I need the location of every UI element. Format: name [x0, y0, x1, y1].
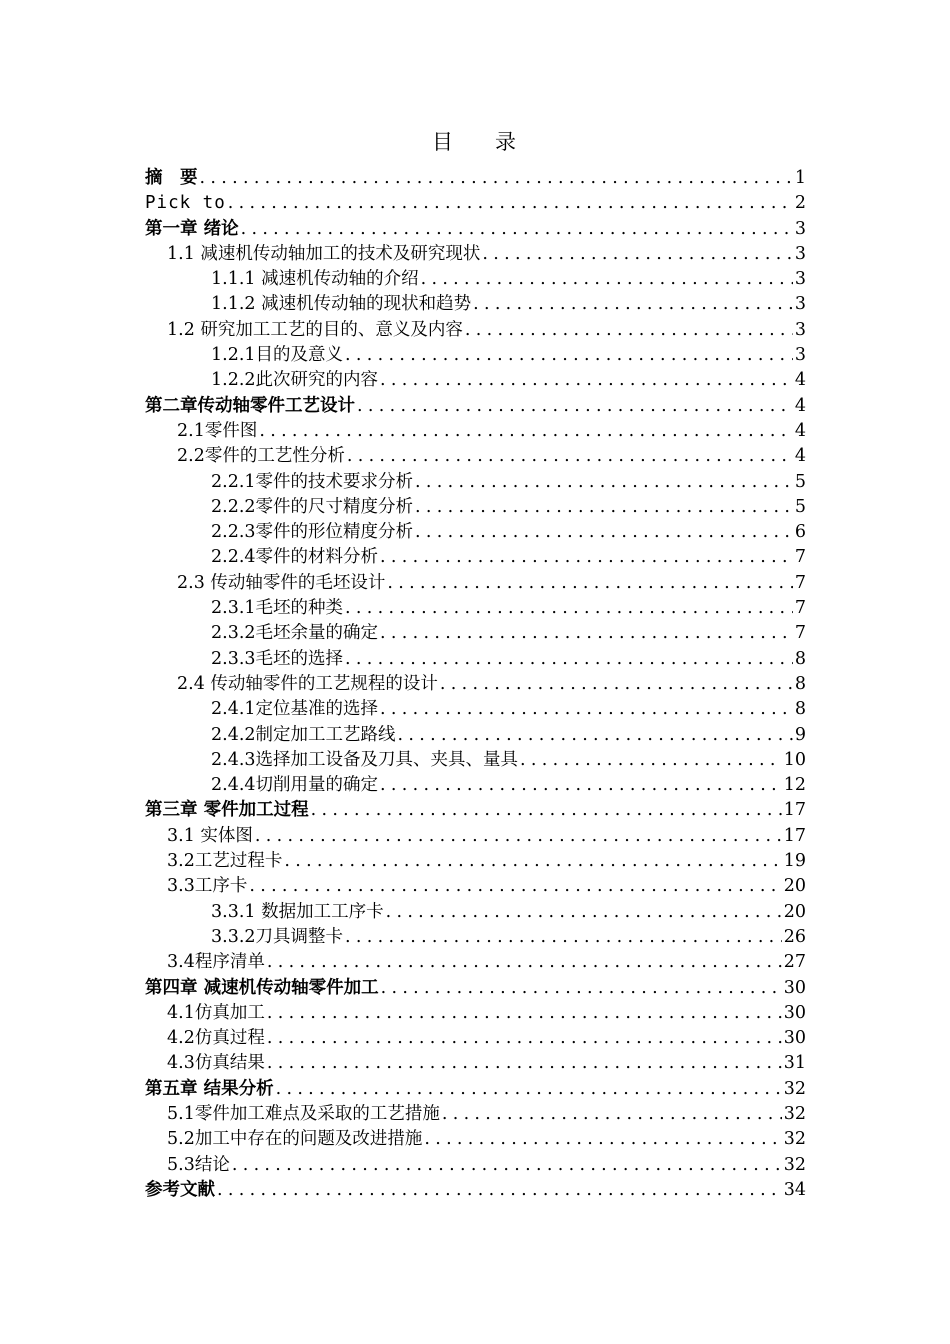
toc-entry-page: 7	[794, 598, 806, 619]
toc-entry-title: 5.2加工中存在的问题及改进措施	[167, 1129, 423, 1150]
toc-entry-page: 30	[783, 1002, 806, 1023]
toc-leader-dots	[380, 697, 793, 722]
toc-leader-dots	[415, 495, 793, 520]
toc-leader-dots	[424, 1127, 781, 1152]
toc-leader-dots	[345, 925, 782, 950]
toc-leader-dots	[284, 849, 781, 874]
toc-leader-dots	[255, 824, 782, 849]
toc-entry-title: 2.4.2制定加工工艺路线	[211, 724, 396, 745]
toc-leader-dots	[347, 444, 793, 469]
toc-entry[interactable]	[145, 697, 806, 722]
toc-entry-title: 3.3.1 数据加工工序卡	[211, 901, 384, 922]
toc-entry[interactable]	[145, 545, 806, 570]
toc-leader-dots	[415, 520, 793, 545]
toc-entry-title: 2.4.1定位基准的选择	[211, 699, 379, 720]
toc-leader-dots	[380, 368, 793, 393]
toc-entry-title: 2.2.3零件的形位精度分析	[211, 522, 414, 543]
toc-entry-page: 3	[794, 218, 806, 239]
toc-entry-title: 第四章 减速机传动轴零件加工	[145, 977, 379, 998]
toc-entry-title: 1.1 减速机传动轴加工的技术及研究现状	[167, 243, 481, 264]
toc-entry[interactable]	[145, 647, 806, 672]
toc-leader-dots	[398, 723, 793, 748]
toc-entry-title: 3.3.2刀具调整卡	[211, 926, 344, 947]
toc-entry[interactable]	[145, 596, 806, 621]
toc-entry[interactable]	[145, 1077, 806, 1102]
toc-entry-page: 31	[783, 1053, 806, 1074]
toc-leader-dots	[345, 596, 793, 621]
toc-entry-title: 2.4.3选择加工设备及刀具、夹具、量具	[211, 749, 519, 770]
toc-entry[interactable]	[145, 419, 806, 444]
toc-entry[interactable]	[145, 444, 806, 469]
toc-entry-page: 9	[794, 724, 806, 745]
toc-entry-title: 第五章 结果分析	[145, 1078, 274, 1099]
toc-entry-title: 2.2.2零件的尺寸精度分析	[211, 496, 414, 517]
toc-leader-dots	[267, 1001, 782, 1026]
toc-leader-dots	[421, 267, 793, 292]
toc-entry-page: 4	[794, 370, 806, 391]
toc-title	[0, 126, 950, 156]
toc-entry[interactable]	[145, 1178, 806, 1203]
toc-leader-dots	[357, 394, 793, 419]
toc-entry-page: 27	[783, 952, 806, 973]
toc-entry[interactable]	[145, 976, 806, 1001]
toc-entry-title: 参考文献	[145, 1179, 215, 1200]
toc-entry[interactable]	[145, 495, 806, 520]
toc-entry[interactable]	[145, 773, 806, 798]
toc-entry-title: 第三章 零件加工过程	[145, 800, 309, 821]
table-of-contents	[145, 166, 806, 1203]
toc-entry[interactable]	[145, 267, 806, 292]
toc-entry[interactable]	[145, 191, 806, 216]
toc-entry-page: 3	[794, 345, 806, 366]
toc-entry-title: 5.1零件加工难点及采取的工艺措施	[167, 1103, 440, 1124]
toc-entry-page: 3	[794, 294, 806, 315]
toc-entry-page: 30	[783, 977, 806, 998]
toc-entry-page: 17	[783, 825, 806, 846]
toc-entry-title: 1.1.1 减速机传动轴的介绍	[211, 269, 419, 290]
toc-entry-page: 17	[783, 800, 806, 821]
toc-leader-dots	[311, 798, 782, 823]
toc-leader-dots	[442, 1102, 782, 1127]
toc-entry[interactable]	[145, 318, 806, 343]
toc-entry[interactable]	[145, 672, 806, 697]
toc-entry-page: 4	[794, 420, 806, 441]
toc-leader-dots	[267, 1051, 782, 1076]
toc-entry-title: 第一章 绪论	[145, 218, 239, 239]
toc-entry-title: 5.3结论	[167, 1154, 230, 1175]
toc-entry-title: 2.3.3毛坯的选择	[211, 648, 344, 669]
toc-entry-page: 3	[794, 269, 806, 290]
toc-entry-title: 4.2仿真过程	[167, 1028, 265, 1049]
toc-entry[interactable]	[145, 166, 806, 191]
toc-entry[interactable]	[145, 900, 806, 925]
toc-leader-dots	[380, 545, 793, 570]
toc-entry-title: 3.3工序卡	[167, 876, 248, 897]
toc-entry-title: 2.2.4零件的材料分析	[211, 547, 379, 568]
toc-entry-page: 2	[794, 193, 806, 214]
toc-entry-page: 8	[794, 648, 806, 669]
toc-entry-title: 3.4程序清单	[167, 952, 265, 973]
toc-entry-title: 2.2零件的工艺性分析	[177, 446, 345, 467]
toc-entry-title: 1.2.2此次研究的内容	[211, 370, 379, 391]
toc-leader-dots	[465, 318, 793, 343]
toc-leader-dots	[520, 748, 782, 773]
toc-leader-dots	[276, 1077, 782, 1102]
toc-entry-page: 8	[794, 673, 806, 694]
toc-entry[interactable]	[145, 470, 806, 495]
toc-title-left: 目	[432, 130, 455, 154]
toc-leader-dots	[380, 773, 782, 798]
toc-leader-dots	[217, 1178, 782, 1203]
toc-entry-page: 8	[794, 699, 806, 720]
toc-entry-title: 2.1零件图	[177, 420, 258, 441]
toc-entry-page: 1	[794, 168, 806, 188]
toc-leader-dots	[267, 1026, 782, 1051]
toc-entry[interactable]	[145, 950, 806, 975]
toc-entry[interactable]	[145, 343, 806, 368]
toc-entry[interactable]	[145, 798, 806, 823]
toc-leader-dots	[241, 217, 793, 242]
toc-entry-page: 12	[783, 775, 806, 796]
toc-leader-dots	[380, 621, 793, 646]
toc-title-right: 录	[495, 130, 518, 154]
toc-entry[interactable]	[145, 849, 806, 874]
toc-entry-title: 2.3 传动轴零件的毛坯设计	[177, 572, 386, 593]
toc-leader-dots	[440, 672, 793, 697]
toc-entry-title: 4.1仿真加工	[167, 1002, 265, 1023]
toc-leader-dots	[228, 191, 793, 216]
toc-entry-title: 1.1.2 减速机传动轴的现状和趋势	[211, 294, 472, 315]
toc-entry-page: 6	[794, 522, 806, 543]
toc-entry-title: Pick to	[145, 193, 226, 214]
toc-leader-dots	[267, 950, 782, 975]
toc-entry-page: 32	[783, 1103, 806, 1124]
toc-leader-dots	[415, 470, 793, 495]
toc-entry[interactable]	[145, 1001, 806, 1026]
toc-entry[interactable]	[145, 520, 806, 545]
toc-entry[interactable]	[145, 621, 806, 646]
toc-entry-page: 4	[794, 446, 806, 467]
toc-entry[interactable]	[145, 723, 806, 748]
toc-entry-title: 2.3.2毛坯余量的确定	[211, 623, 379, 644]
toc-entry-title: 2.2.1零件的技术要求分析	[211, 471, 414, 492]
toc-entry-page: 10	[783, 749, 806, 770]
toc-leader-dots	[259, 419, 793, 444]
toc-entry-page: 32	[783, 1129, 806, 1150]
toc-entry[interactable]	[145, 1026, 806, 1051]
toc-leader-dots	[200, 166, 793, 191]
toc-entry[interactable]	[145, 824, 806, 849]
toc-entry[interactable]	[145, 748, 806, 773]
toc-entry-page: 19	[783, 851, 806, 872]
toc-entry[interactable]	[145, 874, 806, 899]
toc-leader-dots	[345, 343, 793, 368]
toc-entry-page: 34	[783, 1179, 806, 1200]
toc-entry[interactable]	[145, 1153, 806, 1178]
toc-entry[interactable]	[145, 1102, 806, 1127]
toc-entry[interactable]	[145, 217, 806, 242]
toc-entry-page: 3	[794, 319, 806, 340]
toc-entry[interactable]	[145, 368, 806, 393]
toc-entry-title: 摘 要	[145, 168, 198, 188]
toc-entry-page: 32	[783, 1078, 806, 1099]
toc-entry-title: 3.1 实体图	[167, 825, 253, 846]
toc-entry-title: 2.4 传动轴零件的工艺规程的设计	[177, 673, 438, 694]
toc-entry-title: 3.2工艺过程卡	[167, 851, 283, 872]
toc-entry-page: 7	[794, 572, 806, 593]
toc-entry-title: 4.3仿真结果	[167, 1053, 265, 1074]
toc-entry-page: 4	[794, 395, 806, 416]
toc-leader-dots	[387, 571, 792, 596]
toc-leader-dots	[482, 242, 792, 267]
toc-leader-dots	[249, 874, 781, 899]
toc-entry-page: 7	[794, 623, 806, 644]
toc-entry[interactable]	[145, 925, 806, 950]
toc-entry-page: 5	[794, 471, 806, 492]
toc-entry-page: 20	[783, 901, 806, 922]
toc-leader-dots	[381, 976, 782, 1001]
toc-entry-page: 20	[783, 876, 806, 897]
toc-entry-title: 2.4.4切削用量的确定	[211, 775, 379, 796]
toc-entry-page: 7	[794, 547, 806, 568]
toc-leader-dots	[345, 647, 793, 672]
toc-leader-dots	[473, 292, 793, 317]
toc-entry[interactable]	[145, 394, 806, 419]
toc-leader-dots	[386, 900, 782, 925]
toc-entry[interactable]	[145, 571, 806, 596]
toc-entry-title: 第二章传动轴零件工艺设计	[145, 395, 355, 416]
toc-entry[interactable]	[145, 1127, 806, 1152]
toc-entry-page: 26	[783, 926, 806, 947]
toc-entry-page: 3	[794, 243, 806, 264]
toc-leader-dots	[232, 1153, 782, 1178]
toc-entry-title: 1.2.1目的及意义	[211, 345, 344, 366]
toc-entry-title: 2.3.1毛坯的种类	[211, 598, 344, 619]
toc-entry[interactable]	[145, 292, 806, 317]
toc-entry-page: 5	[794, 496, 806, 517]
toc-entry-title: 1.2 研究加工工艺的目的、意义及内容	[167, 319, 463, 340]
toc-entry[interactable]	[145, 242, 806, 267]
toc-entry-page: 30	[783, 1028, 806, 1049]
toc-entry-page: 32	[783, 1154, 806, 1175]
toc-entry[interactable]	[145, 1051, 806, 1076]
